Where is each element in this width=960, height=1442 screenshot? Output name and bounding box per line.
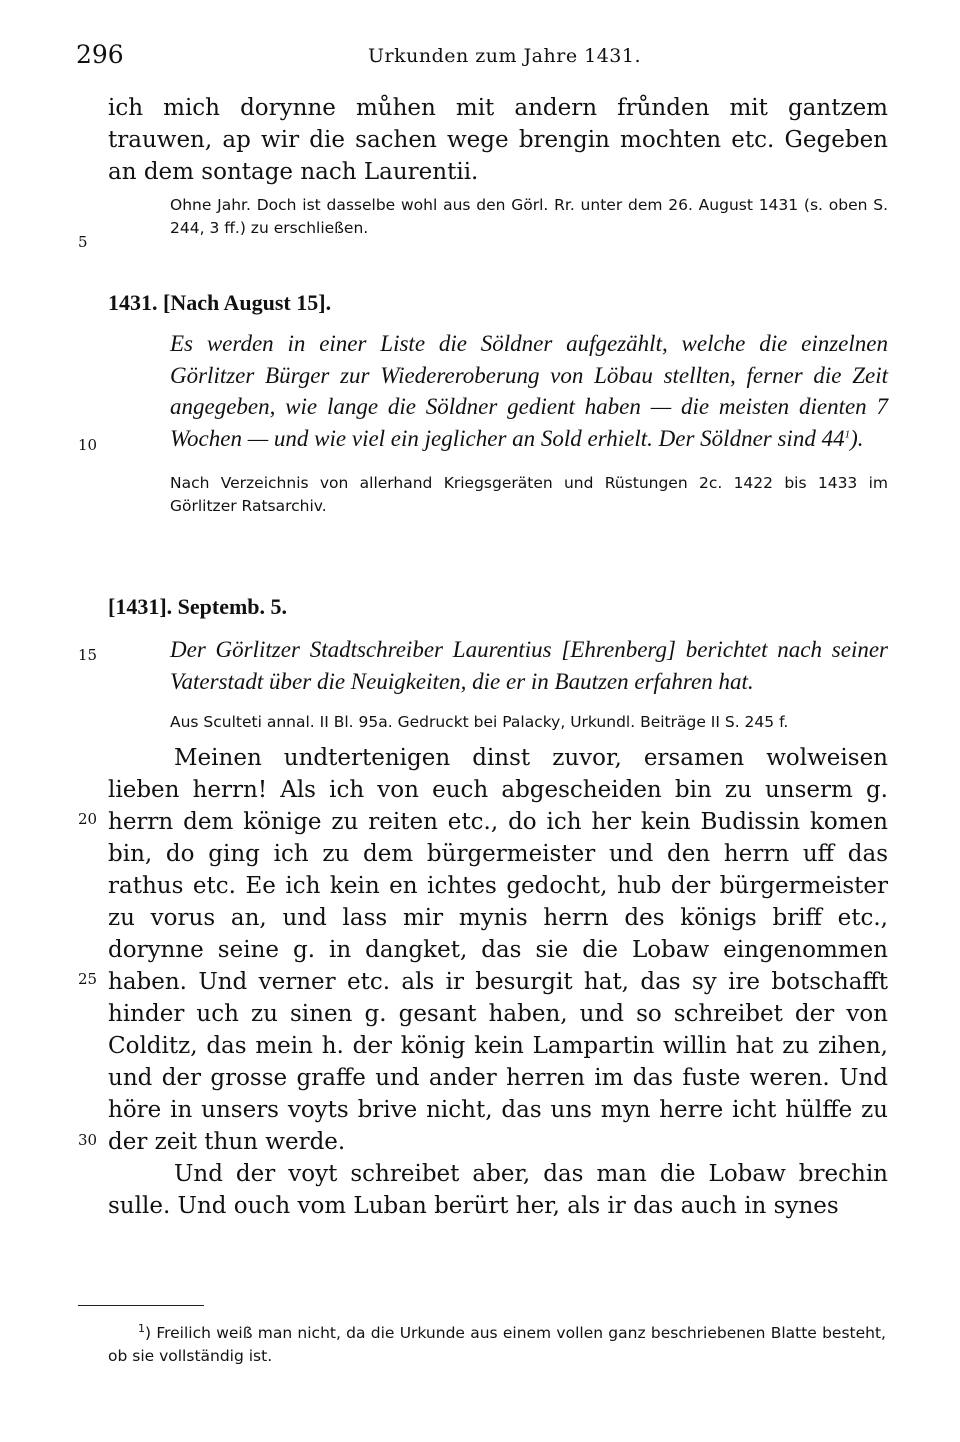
entry-summary: Der Görlitzer Stadtschreiber Laurentius [Ehrenberg] berichtet nach seiner Vaterstadt über die Neuigkeiten, die er in Bautzen erfahren hat. (170, 637, 888, 694)
letter-paragraph: Meinen undtertenigen dinst zuvor, ersamen wolweisen lieben herrn! Als ich von euch abgescheiden bin zu unserm g. herrn dem könige zu reiten etc., do ich her kein Budissin komen bin, do ging ich zu dem bürgermeister und den herrn uff das rathus etc. Ee ich kein en ichtes gedocht, hub der bürgermeister zu vorus an, und lass mir mynis herrn des königs briff etc., dorynne seine g. in dangket, das sie die Lobaw eingenommen haben. Und verner etc. als ir besurgit hat, das sy ire botschafft hinder uch zu sinen g. gesant haben, und so schreibet der von Colditz, das mein h. der könig kein Lampartin willin hat zu zihen, und der grosse graffe und ander herren im das fuste weren. Und höre in unsers voyts brive nicht, das uns myn herre icht hülffe zu der zeit thun werde. (108, 745, 888, 1155)
continuation-text: ich mich dorynne můhen mit andern frůnden mit gantzem trauwen, ap wir die sachen wege brengin mochten etc. Gegeben an dem sontage nach Laurentii. (108, 95, 888, 185)
continuation-section (108, 92, 888, 240)
source-note: Nach Verzeichnis von allerhand Kriegsgeräten und Rüstungen 2c. 1422 bis 1433 im Görlitzer Ratsarchiv. (170, 474, 888, 515)
line-number: 15 (78, 646, 98, 664)
letter-paragraph: Und der voyt schreibet aber, das man die Lobaw brechin sulle. Und ouch vom Luban berürt her, als ir das auch in synes (108, 1161, 888, 1219)
page-number: 296 (76, 40, 124, 69)
line-number: 20 (78, 810, 98, 828)
entry-heading: [1431]. Septemb. 5. (108, 594, 288, 619)
line-number: 10 (78, 436, 98, 454)
line-number: 5 (78, 233, 88, 251)
footnote-rule (78, 1305, 204, 1306)
source-note: Aus Sculteti annal. II Bl. 95a. Gedruckt bei Palacky, Urkundl. Beiträge II S. 245 f. (170, 713, 789, 731)
line-number: 25 (78, 970, 98, 988)
page-header (76, 40, 886, 72)
footnote-mark: 1 (138, 1321, 145, 1335)
running-head: Urkunden zum Jahre 1431. (368, 45, 642, 67)
entry-heading: 1431. [Nach August 15]. (108, 290, 332, 315)
footnote-reference: 1 (844, 427, 851, 440)
footnote: $^1$) Freilich weiß man nicht, da die Urkunde aus einem vollen ganz beschriebenen Blatte besteht, ob sie vollständig ist. (108, 1321, 886, 1365)
line-number: 30 (78, 1131, 98, 1149)
entry-1431-september (108, 594, 888, 1222)
entry-1431-august (108, 290, 888, 518)
entry-summary: Es werden in einer Liste die Söldner aufgezählt, welche die einzelnen Görlitzer Bürger zur Wiedereroberung von Löbau stellten, ferner die Zeit angegeben, wie lange die Söldner gedient haben — die meisten dienten 7 Wochen — und wie viel ein jeglicher an Sold erhielt. Der Söldner sind $44^1$). (170, 331, 888, 451)
editorial-note: Ohne Jahr. Doch ist dasselbe wohl aus den Görl. Rr. unter dem 26. August 1431 (s. oben S. 244, 3 ff.) zu erschließen. (170, 196, 888, 237)
